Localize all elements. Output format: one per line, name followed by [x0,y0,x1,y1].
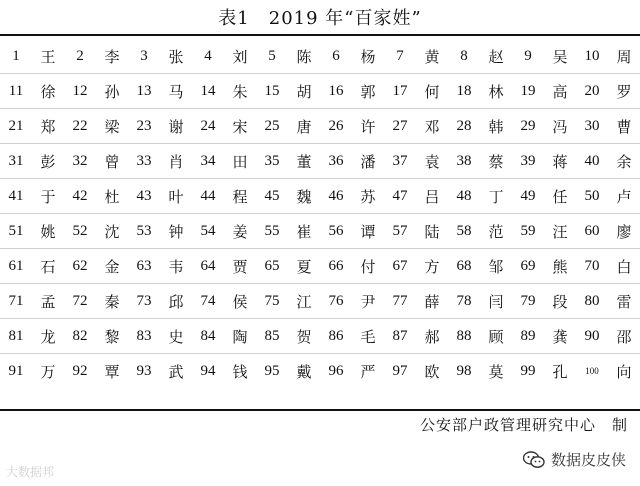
rank-cell: 25 [256,109,288,144]
rank-cell: 42 [64,179,96,214]
surname-cell: 苏 [352,179,384,214]
rank-cell: 30 [576,109,608,144]
table-row [0,109,640,144]
surname-cell: 董 [288,144,320,179]
rank-cell: 49 [512,179,544,214]
surname-cell: 蒋 [544,144,576,179]
table-row [0,354,640,389]
rank-cell: 23 [128,109,160,144]
surname-cell: 薛 [416,284,448,319]
surname-cell: 王 [32,39,64,74]
rank-cell: 63 [128,249,160,284]
rank-cell: 19 [512,74,544,109]
rank-cell: 87 [384,319,416,354]
rank-cell: 85 [256,319,288,354]
rank-cell: 46 [320,179,352,214]
rank-cell: 5 [256,39,288,74]
rank-cell: 71 [0,284,32,319]
rank-cell: 18 [448,74,480,109]
rank-cell: 65 [256,249,288,284]
surname-cell: 付 [352,249,384,284]
rank-cell: 77 [384,284,416,319]
surname-cell: 邱 [160,284,192,319]
rank-cell: 95 [264,362,280,379]
surname-cell: 程 [224,179,256,214]
rank-cell: 59 [512,214,544,249]
surname-cell: 范 [480,214,512,249]
surname-cell: 邵 [608,319,640,354]
rank-cell: 69 [512,249,544,284]
table-title: 表1 2019 年“百家姓” [218,8,422,29]
rank-cell: 4 [192,39,224,74]
rank-cell: 47 [384,179,416,214]
surname-cell: 谭 [352,214,384,249]
surname-cell: 邹 [480,249,512,284]
surname-cell: 卢 [608,179,640,214]
rank-cell: 20 [576,74,608,109]
surname-cell: 徐 [32,74,64,109]
rank-cell: 8 [448,39,480,74]
surname-cell: 冯 [544,109,576,144]
surname-cell: 闫 [480,284,512,319]
rank-cell: 16 [320,74,352,109]
rank-cell: 72 [64,284,96,319]
watermark-right-label: 数据皮皮侠 [550,451,626,469]
surname-cell: 尹 [352,284,384,319]
surname-cell: 韦 [160,249,192,284]
surname-cell: 唐 [288,109,320,144]
rank-cell: 83 [128,319,160,354]
rank-cell: 74 [192,284,224,319]
surname-cell: 夏 [288,249,320,284]
surname-cell: 戴 [296,362,312,381]
surname-cell: 汪 [544,214,576,249]
surname-cell: 李 [96,39,128,74]
rank-cell: 58 [448,214,480,249]
rank-cell: 98 [456,362,472,379]
surname-cell: 贾 [224,249,256,284]
rank-cell: 6 [320,39,352,74]
surname-cell: 罗 [608,74,640,109]
rank-cell: 55 [256,214,288,249]
surname-cell: 黎 [96,319,128,354]
rank-cell: 89 [512,319,544,354]
surname-cell: 黄 [416,39,448,74]
rank-cell: 90 [576,319,608,354]
rank-cell: 76 [320,284,352,319]
table-row [0,74,640,109]
surname-cell: 杨 [352,39,384,74]
rank-cell: 51 [0,214,32,249]
surname-cell: 廖 [608,214,640,249]
watermark-left: 大数据邦 [6,465,55,479]
surname-cell: 邓 [416,109,448,144]
rank-cell: 7 [384,39,416,74]
rank-cell: 13 [128,74,160,109]
surname-cell: 蔡 [480,144,512,179]
surname-cell: 侯 [224,284,256,319]
bottom-rule [0,409,640,411]
wechat-icon [523,451,545,469]
rank-cell: 1 [0,39,32,74]
surname-cell: 姜 [224,214,256,249]
surname-cell: 陈 [288,39,320,74]
table-row [0,144,640,179]
rank-cell: 52 [64,214,96,249]
surname-cell: 袁 [416,144,448,179]
rank-cell: 100 [585,366,599,376]
rank-cell: 28 [448,109,480,144]
surname-cell: 谢 [160,109,192,144]
rank-cell: 11 [0,74,32,109]
surname-cell: 周 [608,39,640,74]
rank-cell: 36 [320,144,352,179]
rank-cell: 45 [256,179,288,214]
surname-cell: 叶 [160,179,192,214]
table-row [0,284,640,319]
surname-cell: 钱 [232,362,248,381]
rank-cell: 68 [448,249,480,284]
watermark-right [523,448,626,472]
surname-cell: 顾 [480,319,512,354]
rank-cell: 94 [200,362,216,379]
rank-cell: 81 [0,319,32,354]
rank-cell: 12 [64,74,96,109]
surname-cell: 崔 [288,214,320,249]
rank-cell: 50 [576,179,608,214]
surname-cell: 任 [544,179,576,214]
surname-cell: 欧 [424,362,440,381]
surname-cell: 史 [160,319,192,354]
surname-cell: 丁 [480,179,512,214]
rank-cell: 53 [128,214,160,249]
rank-cell: 80 [576,284,608,319]
surname-cell: 胡 [288,74,320,109]
surname-cell: 姚 [32,214,64,249]
rank-cell: 38 [448,144,480,179]
surname-cell: 陶 [224,319,256,354]
credit-line: 公安部户政管理研究中心 制 [419,416,628,434]
rank-cell: 24 [192,109,224,144]
surname-table [0,39,640,388]
surname-cell: 朱 [224,74,256,109]
surname-cell: 孙 [96,74,128,109]
surname-cell: 严 [360,362,376,381]
rank-cell: 67 [384,249,416,284]
rank-cell: 2 [64,39,96,74]
rank-cell: 10 [576,39,608,74]
table-row [0,179,640,214]
table-row [0,214,640,249]
rank-cell: 73 [128,284,160,319]
surname-cell: 林 [480,74,512,109]
rank-cell: 27 [384,109,416,144]
surname-cell: 郑 [32,109,64,144]
surname-cell: 魏 [288,179,320,214]
rank-cell: 70 [576,249,608,284]
surname-cell: 莫 [488,362,504,381]
surname-cell: 赵 [480,39,512,74]
rank-cell: 22 [64,109,96,144]
rank-cell: 35 [256,144,288,179]
surname-cell: 孟 [32,284,64,319]
rank-cell: 15 [256,74,288,109]
surname-cell: 吕 [416,179,448,214]
rank-cell: 31 [0,144,32,179]
rank-cell: 64 [192,249,224,284]
rank-cell: 33 [128,144,160,179]
rank-cell: 21 [0,109,32,144]
surname-cell: 秦 [96,284,128,319]
surname-cell: 龙 [32,319,64,354]
rank-cell: 61 [0,249,32,284]
surname-cell: 白 [608,249,640,284]
rank-cell: 88 [448,319,480,354]
surname-cell: 郝 [416,319,448,354]
rank-cell: 3 [128,39,160,74]
rank-cell: 66 [320,249,352,284]
rank-cell: 14 [192,74,224,109]
rank-cell: 41 [0,179,32,214]
surname-cell: 郭 [352,74,384,109]
rank-cell: 48 [448,179,480,214]
table-row [0,39,640,74]
surname-cell: 吴 [544,39,576,74]
rank-cell: 99 [520,362,536,379]
surname-cell: 张 [160,39,192,74]
rank-cell: 60 [576,214,608,249]
surname-cell: 余 [608,144,640,179]
rank-cell: 62 [64,249,96,284]
surname-cell: 金 [96,249,128,284]
rank-cell: 56 [320,214,352,249]
surname-cell: 韩 [480,109,512,144]
surname-cell: 方 [416,249,448,284]
rank-cell: 37 [384,144,416,179]
rank-cell: 86 [320,319,352,354]
surname-cell: 贺 [288,319,320,354]
surname-cell: 熊 [544,249,576,284]
surname-cell: 沈 [96,214,128,249]
surname-cell: 江 [288,284,320,319]
rank-cell: 82 [64,319,96,354]
rank-cell: 92 [72,362,88,379]
surname-cell: 雷 [608,284,640,319]
rank-cell: 26 [320,109,352,144]
rank-cell: 40 [576,144,608,179]
surname-cell: 段 [544,284,576,319]
surname-cell: 武 [168,362,184,381]
surname-cell: 刘 [224,39,256,74]
rank-cell: 17 [384,74,416,109]
rank-cell: 91 [8,362,24,379]
surname-cell: 何 [416,74,448,109]
rank-cell: 29 [512,109,544,144]
table-row [0,319,640,354]
surname-cell: 高 [544,74,576,109]
rank-cell: 97 [392,362,408,379]
surname-cell: 马 [160,74,192,109]
surname-cell: 宋 [224,109,256,144]
surname-cell: 孔 [552,362,568,381]
surname-cell: 曹 [608,109,640,144]
rank-cell: 44 [192,179,224,214]
surname-cell: 于 [32,179,64,214]
surname-cell: 许 [352,109,384,144]
rank-cell: 34 [192,144,224,179]
rank-cell: 79 [512,284,544,319]
table-row [0,249,640,284]
surname-cell: 向 [616,362,632,381]
rank-cell: 43 [128,179,160,214]
surname-cell: 龚 [544,319,576,354]
surname-cell: 钟 [160,214,192,249]
surname-cell: 陆 [416,214,448,249]
rank-cell: 39 [512,144,544,179]
surname-cell: 梁 [96,109,128,144]
rank-cell: 54 [192,214,224,249]
top-rule [0,34,640,36]
rank-cell: 57 [384,214,416,249]
surname-cell: 毛 [352,319,384,354]
surname-cell: 肖 [160,144,192,179]
rank-cell: 93 [136,362,152,379]
rank-cell: 96 [328,362,344,379]
surname-cell: 石 [32,249,64,284]
surname-cell: 曾 [96,144,128,179]
surname-cell: 田 [224,144,256,179]
rank-cell: 78 [448,284,480,319]
surname-cell: 杜 [96,179,128,214]
surname-cell: 彭 [32,144,64,179]
surname-cell: 覃 [104,362,120,381]
rank-cell: 84 [192,319,224,354]
surname-cell: 万 [40,362,56,381]
rank-cell: 9 [512,39,544,74]
surname-cell: 潘 [352,144,384,179]
rank-cell: 32 [64,144,96,179]
rank-cell: 75 [256,284,288,319]
surname-table-body [0,39,640,388]
